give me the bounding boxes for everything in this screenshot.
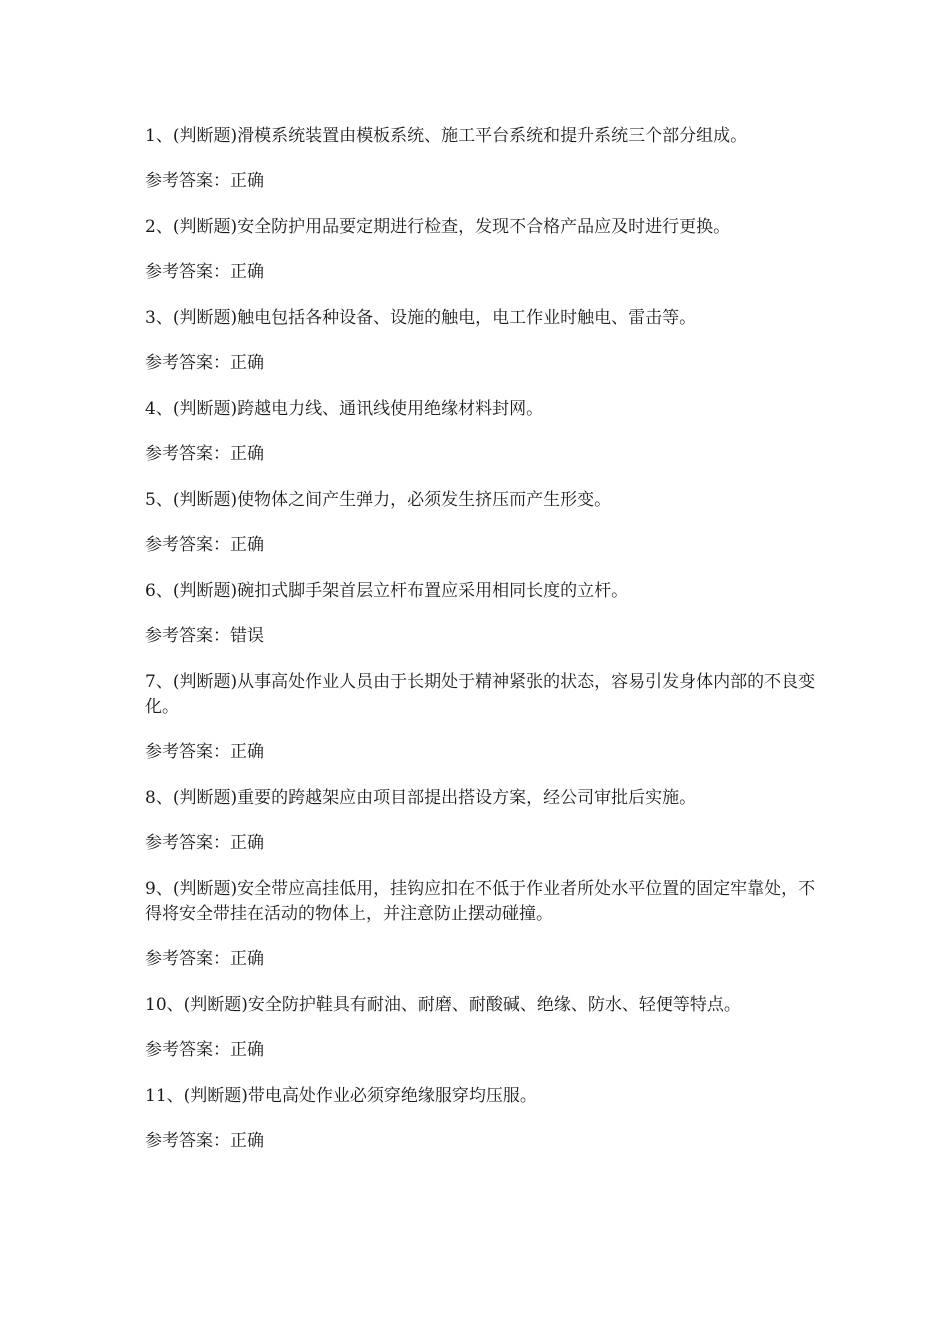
answer-line <box>145 442 825 467</box>
answer-line <box>145 533 825 558</box>
answer-line <box>145 831 825 856</box>
question-item <box>145 397 825 467</box>
question-item <box>145 215 825 285</box>
question-item <box>145 877 825 972</box>
question-item <box>145 579 825 649</box>
question-item <box>145 1084 825 1154</box>
answer-label: 参考答案： <box>145 535 230 555</box>
answer-value: 正确 <box>230 353 264 373</box>
answer-value: 正确 <box>230 833 264 853</box>
answer-value: 正确 <box>230 742 264 762</box>
answer-line <box>145 351 825 376</box>
question-item <box>145 993 825 1063</box>
question-text: 11、(判断题)带电高处作业必须穿绝缘服穿均压服。 <box>145 1086 537 1106</box>
answer-line <box>145 169 825 194</box>
answer-value: 正确 <box>230 1040 264 1060</box>
answer-line <box>145 947 825 972</box>
answer-label: 参考答案： <box>145 833 230 853</box>
answer-line <box>145 1038 825 1063</box>
question-text: 9、(判断题)安全带应高挂低用，挂钩应扣在不低于作业者所处水平位置的固定牢靠处，不得将安全带挂在活动的物体上，并注意防止摆动碰撞。 <box>145 879 816 924</box>
question-item <box>145 488 825 558</box>
answer-label: 参考答案： <box>145 353 230 373</box>
answer-label: 参考答案： <box>145 444 230 464</box>
question-item <box>145 670 825 765</box>
answer-value: 正确 <box>230 171 264 191</box>
answer-line <box>145 260 825 285</box>
question-text: 5、(判断题)使物体之间产生弹力，必须发生挤压而产生形变。 <box>145 490 612 510</box>
question-text: 7、(判断题)从事高处作业人员由于长期处于精神紧张的状态，容易引发身体内部的不良变化。 <box>145 672 816 717</box>
question-text: 1、(判断题)滑模系统装置由模板系统、施工平台系统和提升系统三个部分组成。 <box>145 126 748 146</box>
question-text: 10、(判断题)安全防护鞋具有耐油、耐磨、耐酸碱、绝缘、防水、轻便等特点。 <box>145 995 741 1015</box>
answer-line <box>145 740 825 765</box>
answer-label: 参考答案： <box>145 1040 230 1060</box>
question-item <box>145 124 825 194</box>
answer-value: 正确 <box>230 444 264 464</box>
answer-value: 正确 <box>230 535 264 555</box>
question-item <box>145 306 825 376</box>
answer-label: 参考答案： <box>145 1131 230 1151</box>
question-text: 3、(判断题)触电包括各种设备、设施的触电，电工作业时触电、雷击等。 <box>145 308 697 328</box>
answer-label: 参考答案： <box>145 171 230 191</box>
question-text: 2、(判断题)安全防护用品要定期进行检查，发现不合格产品应及时进行更换。 <box>145 217 731 237</box>
answer-line <box>145 1129 825 1154</box>
answer-label: 参考答案： <box>145 626 230 646</box>
question-item <box>145 786 825 856</box>
question-text: 6、(判断题)碗扣式脚手架首层立杆布置应采用相同长度的立杆。 <box>145 581 629 601</box>
answer-value: 正确 <box>230 949 264 969</box>
answer-label: 参考答案： <box>145 949 230 969</box>
answer-value: 正确 <box>230 1131 264 1151</box>
question-text: 8、(判断题)重要的跨越架应由项目部提出搭设方案，经公司审批后实施。 <box>145 788 697 808</box>
document-page <box>145 124 825 1154</box>
answer-value: 错误 <box>230 626 264 646</box>
answer-value: 正确 <box>230 262 264 282</box>
answer-label: 参考答案： <box>145 742 230 762</box>
answer-label: 参考答案： <box>145 262 230 282</box>
answer-line <box>145 624 825 649</box>
question-text: 4、(判断题)跨越电力线、通讯线使用绝缘材料封网。 <box>145 399 544 419</box>
